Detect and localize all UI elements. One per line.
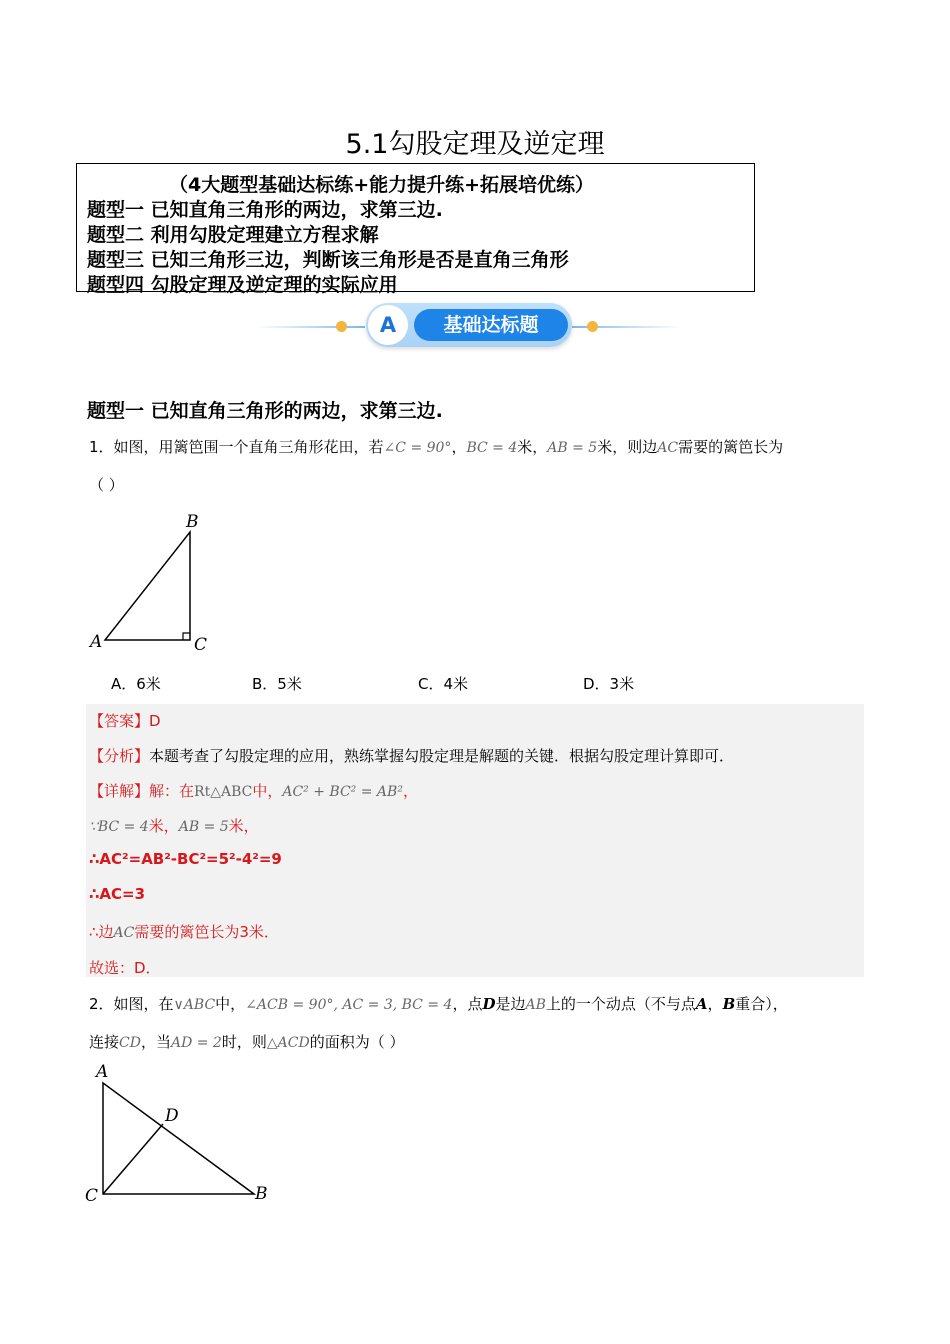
type-2: 题型二 利用勾股定理建立方程求解 [87, 224, 379, 246]
q1-math-bc: BC = 4 [466, 440, 518, 456]
q1-text-b: ， [451, 438, 467, 456]
analysis-line [89, 745, 734, 766]
q2-text-i: ，当 [140, 1033, 171, 1051]
q2-point-b: B [722, 995, 736, 1013]
q1-math-ab: AB = 5 [547, 440, 598, 456]
q2-math-cd: CD [119, 1035, 141, 1051]
q2-math-acd: △ACD [266, 1035, 310, 1051]
detail-line-1 [89, 780, 418, 801]
option-c[interactable]: C．4米 [418, 675, 469, 693]
answer-tag: 【答案】 [89, 712, 150, 730]
answer-line [89, 710, 161, 731]
analysis-text: 本题考查了勾股定理的应用，熟练掌握勾股定理是解题的关键．根据勾股定理计算即可． [149, 747, 735, 765]
question-1-text [89, 436, 783, 457]
answer-value: D [149, 712, 161, 730]
q1-text-e: 需要的篱笆长为 [678, 438, 784, 456]
q2-text-h: 连接 [89, 1033, 120, 1051]
q2-math-ad: AD = 2 [170, 1035, 222, 1051]
q2-math-ab: AB [525, 997, 546, 1013]
banner-left-line [255, 326, 365, 328]
q2-text-b: 中， [215, 995, 246, 1013]
detail-line-5 [89, 921, 279, 942]
fig1-label-a: A [90, 632, 103, 652]
question-types-box [76, 163, 755, 296]
q2-text-e: 上的一个动点（不与点 [545, 995, 696, 1013]
fig2-label-c: C [85, 1186, 99, 1206]
banner-label: 基础达标题 [414, 309, 568, 341]
detail-5a: ∴边 [89, 923, 114, 941]
option-a[interactable]: A．6米 [111, 675, 161, 693]
detail-1b: 中， [252, 782, 283, 800]
q2-math-triangle: ∨ABC [173, 997, 216, 1013]
question-2-text-line2 [89, 1031, 404, 1052]
fig2-label-a: A [96, 1062, 109, 1082]
triangle-acb [103, 1083, 254, 1194]
detail-line-4: ∴AC=3 [89, 885, 146, 903]
analysis-tag: 【分析】 [89, 747, 150, 765]
banner-right-dot [587, 321, 598, 332]
q2-text-c: ，点 [452, 995, 483, 1013]
fig2-label-b: B [255, 1184, 268, 1204]
q2-point-d: D [482, 995, 496, 1013]
segment-cd [103, 1124, 163, 1194]
figure-2-triangle [90, 1070, 270, 1205]
question-1-paren: （ ） [89, 476, 124, 494]
q1-math-angle: ∠C = 90° [383, 440, 452, 456]
type-4: 题型四 勾股定理及逆定理的实际应用 [87, 274, 398, 296]
q2-point-a: A [695, 995, 708, 1013]
detail-1a: 解：在 [149, 782, 195, 800]
fig2-label-d: D [165, 1106, 179, 1126]
detail-line-2 [89, 815, 259, 836]
page-title: 5.1勾股定理及逆定理 [345, 129, 605, 160]
q2-math-conditions: ∠ACB = 90°, AC = 3, BC = 4 [245, 997, 453, 1013]
q1-text-c: 米， [517, 438, 548, 456]
detail-5-math: AC [113, 925, 135, 941]
q2-text-a: 2．如图，在 [89, 995, 174, 1013]
detail-5b: 需要的篱笆长为3米． [134, 923, 279, 941]
triangle-abc [105, 532, 190, 640]
box-heading: （4大题型基础达标练+能力提升练+拓展培优练） [169, 174, 595, 196]
type-3: 题型三 已知三角形三边，判断该三角形是否是直角三角形 [87, 249, 569, 271]
type-1: 题型一 已知直角三角形的两边，求第三边. [87, 199, 443, 221]
q1-text-d: 米，则边 [597, 438, 658, 456]
fig1-label-b: B [186, 512, 199, 532]
detail-2-math: ∵BC = 4 [89, 819, 149, 835]
right-angle-mark [183, 633, 190, 640]
detail-line-3: ∴AC²=AB²-BC²=5²-4²=9 [89, 850, 282, 868]
banner-left-dot [336, 321, 347, 332]
detail-1c: ， [402, 782, 418, 800]
detail-1-math: Rt△ABC [194, 784, 253, 800]
banner-letter: A [368, 305, 408, 345]
detail-line-6: 故选：D． [89, 959, 161, 977]
fig1-label-c: C [194, 635, 208, 655]
q1-math-ac: AC [657, 440, 679, 456]
detail-tag: 【详解】 [89, 782, 150, 800]
q2-text-f: ， [707, 995, 723, 1013]
q2-text-j: 时，则 [221, 1033, 267, 1051]
option-b[interactable]: B．5米 [252, 675, 302, 693]
option-d[interactable]: D．3米 [583, 675, 635, 693]
section-title: 题型一 已知直角三角形的两边，求第三边. [87, 400, 443, 422]
detail-2a: 米， [148, 817, 179, 835]
q1-text-a: 1．如图，用篱笆围一个直角三角形花田，若 [89, 438, 384, 456]
detail-2b: 米， [228, 817, 259, 835]
q2-text-k: 的面积为（ ） [309, 1033, 405, 1051]
q2-text-d: 是边 [495, 995, 526, 1013]
q2-text-g: 重合）， [735, 995, 788, 1013]
detail-2-math2: AB = 5 [178, 819, 229, 835]
question-2-text-line1 [89, 993, 788, 1014]
detail-1-math2: AC² + BC² = AB² [282, 784, 403, 800]
